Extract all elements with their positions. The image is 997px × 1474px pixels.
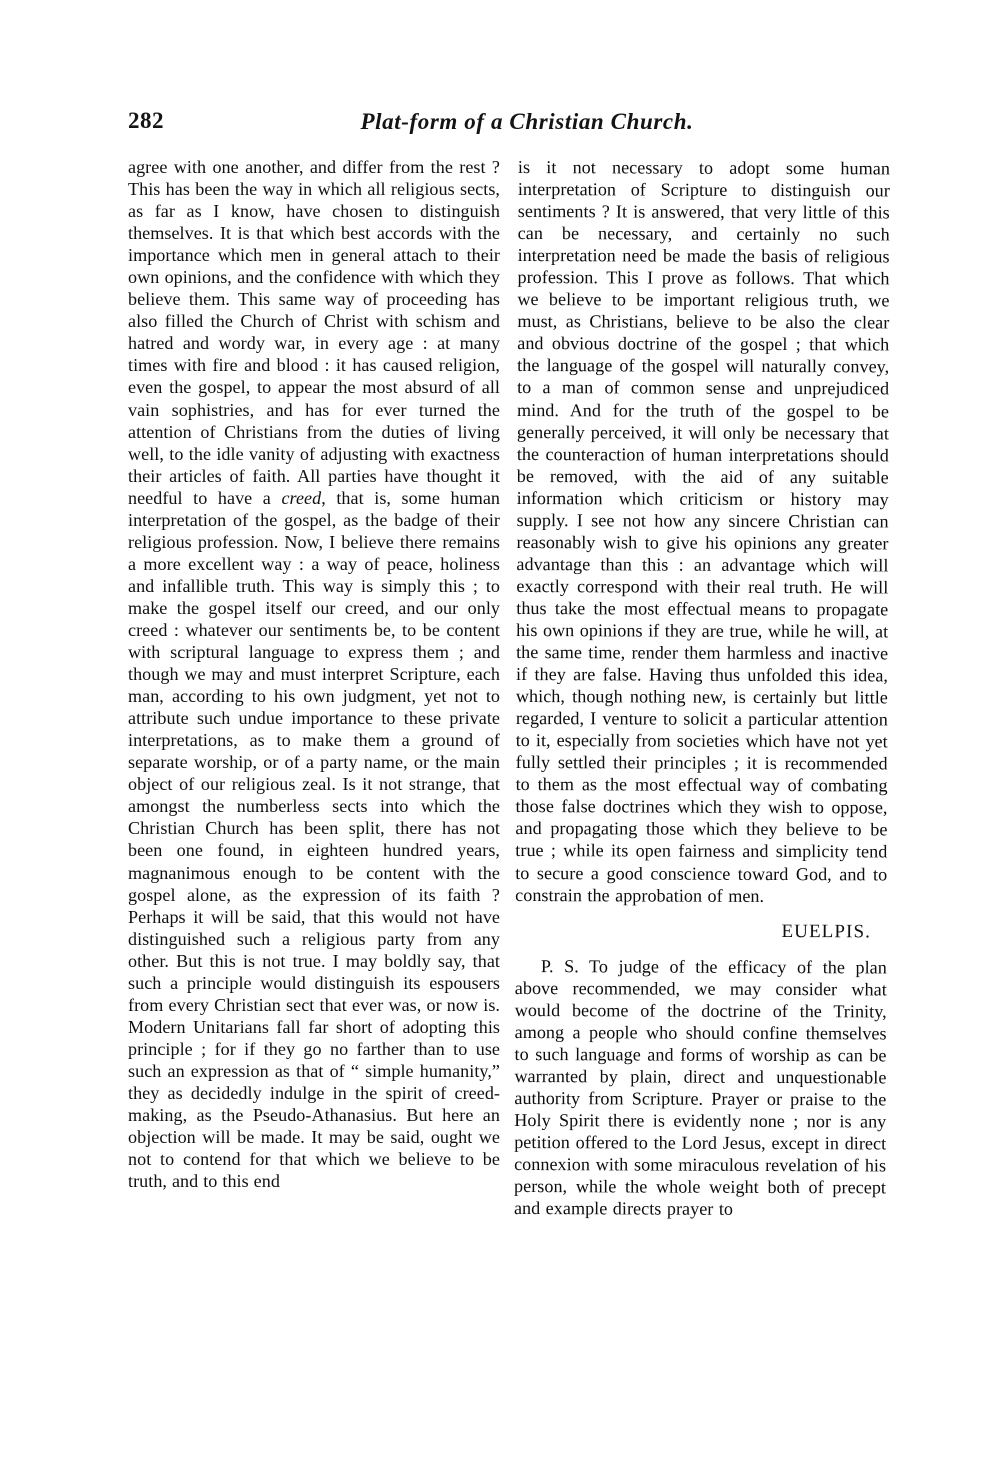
running-head [128, 108, 890, 142]
author-signature: EUELPIS. [781, 920, 872, 942]
paragraph-left [128, 156, 500, 1192]
paragraph-left-part2: , that is, some human interpretation of the gospel, as the badge of their religious profession. Now, I believe there remains a more excellent way : a way of peace, holiness and infallible truth. This way is simply this ; to make the gospel itself our creed, and our only creed : whatever our sentiments be, to be content with scriptural language to express them ; and though we may and must interpret Scripture, each man, according to his own judgment, yet not to attribute such undue importance to these private interpretations, as to make them a ground of separate worship, or of a party name, or the main object of our religious zeal. Is it not strange, that amongst the numberless sects into which the Christian Church has been split, there has not been one found, in eighteen hundred years, magnanimous enough to be content with the gospel alone, as the expression of its faith ? Perhaps it will be said, that this would not have distinguished such a religious party from any other. But this is not true. I may boldly say, that such a principle would distinguish its espousers from every Christian sect that ever was, or now is. Modern Unitarians fall far short of adopting this principle ; for if they go no farther than to use such an expression as that of “ simple humanity,” they as decidedly indulge in the spirit of creed-making, as the Pseudo-Athanasius. But here an objection will be made. It may be said, ought we not to contend for that which we believe to be truth, and to this end [128, 487, 500, 1192]
paragraph-left-part1: agree with one another, and differ from the rest ? This has been the way in which all religious sects, as far as I know, have chosen to distinguish themselves. It is that which best accords with the importance which men in general attach to their own opinions, and the confidence with which they believe them. This same way of proceeding has also filled the Church of Christ with schism and hatred and wordy war, in every age : at many times with fire and blood : it has caused religion, even the gospel, to appear the most absurd of all vain sophistries, and has for ever turned the attention of Christians from the duties of living well, to the idle vanity of adjusting with exactness their articles of faith. All parties have thought it needful to have a [128, 157, 500, 508]
running-title: Plat-form of a Christian Church. [360, 109, 694, 134]
column-right [514, 156, 890, 1221]
page-number: 282 [128, 108, 164, 133]
paragraph-right: is it not necessary to adopt some human interpretation of Scripture to distinguish our sentiments ? It is answered, that very little of this can be necessary, and certainly no such interpretation need be made the basis of religious profession. This I prove as follows. That which we believe to be important religious truth, we must, as Christians, believe to be also the clear and obvious doctrine of the gospel ; that which the language of the gospel will naturally convey, to a man of common sense and unprejudiced mind. And for the truth of the gospel to be generally perceived, it will only be necessary that the counteraction of human interpretations should be removed, with the aid of any suitable information which criticism or history may supply. I see not how any sincere Christian can reasonably wish to give his opinions any greater advantage than this : an advantage which will exactly correspond with their real truth. He will thus take the most effectual means to propagate his own opinions if they are true, while he will, at the same time, render them harmless and inactive if they are false. Having thus unfolded this idea, which, though nothing new, is certainly but little regarded, I venture to solicit a particular attention to it, especially from societies which have not yet fully settled their principles ; it is recommended to them as the most effectual way of combating those false doctrines which they wish to oppose, and propagating those which they believe to be true ; while its open fairness and simplicity tend to secure a good conscience toward God, and to constrain the approbation of men. [515, 157, 890, 906]
italic-creed: creed [281, 487, 322, 508]
column-left [128, 156, 500, 1192]
paragraph-postscript: P. S. To judge of the efficacy of the plan above recommended, we may consider what would become of the doctrine of the Trinity, among a people who should confine themselves to such language and forms of worship as can be warranted by plain, direct and unquestionable authority from Scripture. Prayer or praise to the Holy Spirit there is evidently none ; nor is any petition offered to the Lord Jesus, except in direct connexion with some miraculous revelation of his person, while the whole weight both of precept and example directs prayer to [513, 955, 887, 1219]
